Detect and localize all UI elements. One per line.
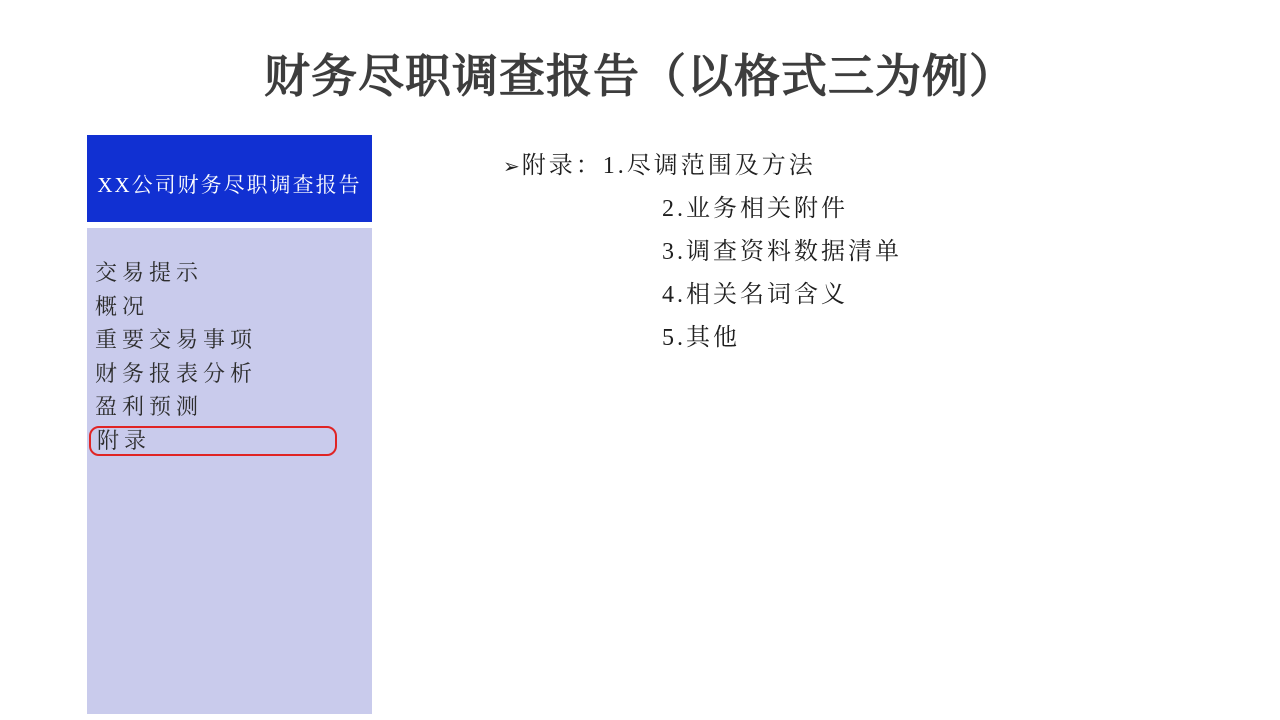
appendix-lead-label: 附录： (521, 153, 603, 179)
appendix-item-4: 4.相关名词含义 (662, 282, 848, 308)
sidebar-header: XX公司财务尽职调查报告 (87, 135, 372, 222)
appendix-item-2: 2.业务相关附件 (662, 196, 848, 222)
appendix-item-3: 3.调查资料数据清单 (662, 239, 902, 265)
sidebar-item-appendix-highlighted[interactable]: 附录 (89, 426, 337, 456)
sidebar-item-overview[interactable]: 概况 (95, 293, 150, 319)
appendix-content (503, 145, 902, 360)
sidebar-menu (87, 228, 372, 714)
appendix-item-5: 5.其他 (662, 325, 740, 351)
page-title: 财务尽职调查报告（以格式三为例） (264, 50, 1016, 102)
sidebar-item-profit-forecast[interactable]: 盈利预测 (95, 394, 204, 419)
appendix-lead-line (503, 145, 902, 188)
sidebar-item-financial-statement-analysis[interactable]: 财务报表分析 (95, 360, 258, 386)
sidebar-item-important-transactions[interactable]: 重要交易事项 (95, 327, 258, 352)
appendix-item-1: 1.尽调范围及方法 (602, 153, 816, 179)
sidebar-item-transaction-tips[interactable]: 交易提示 (95, 260, 204, 285)
arrowhead-bullet-icon: ➢ (503, 156, 520, 178)
